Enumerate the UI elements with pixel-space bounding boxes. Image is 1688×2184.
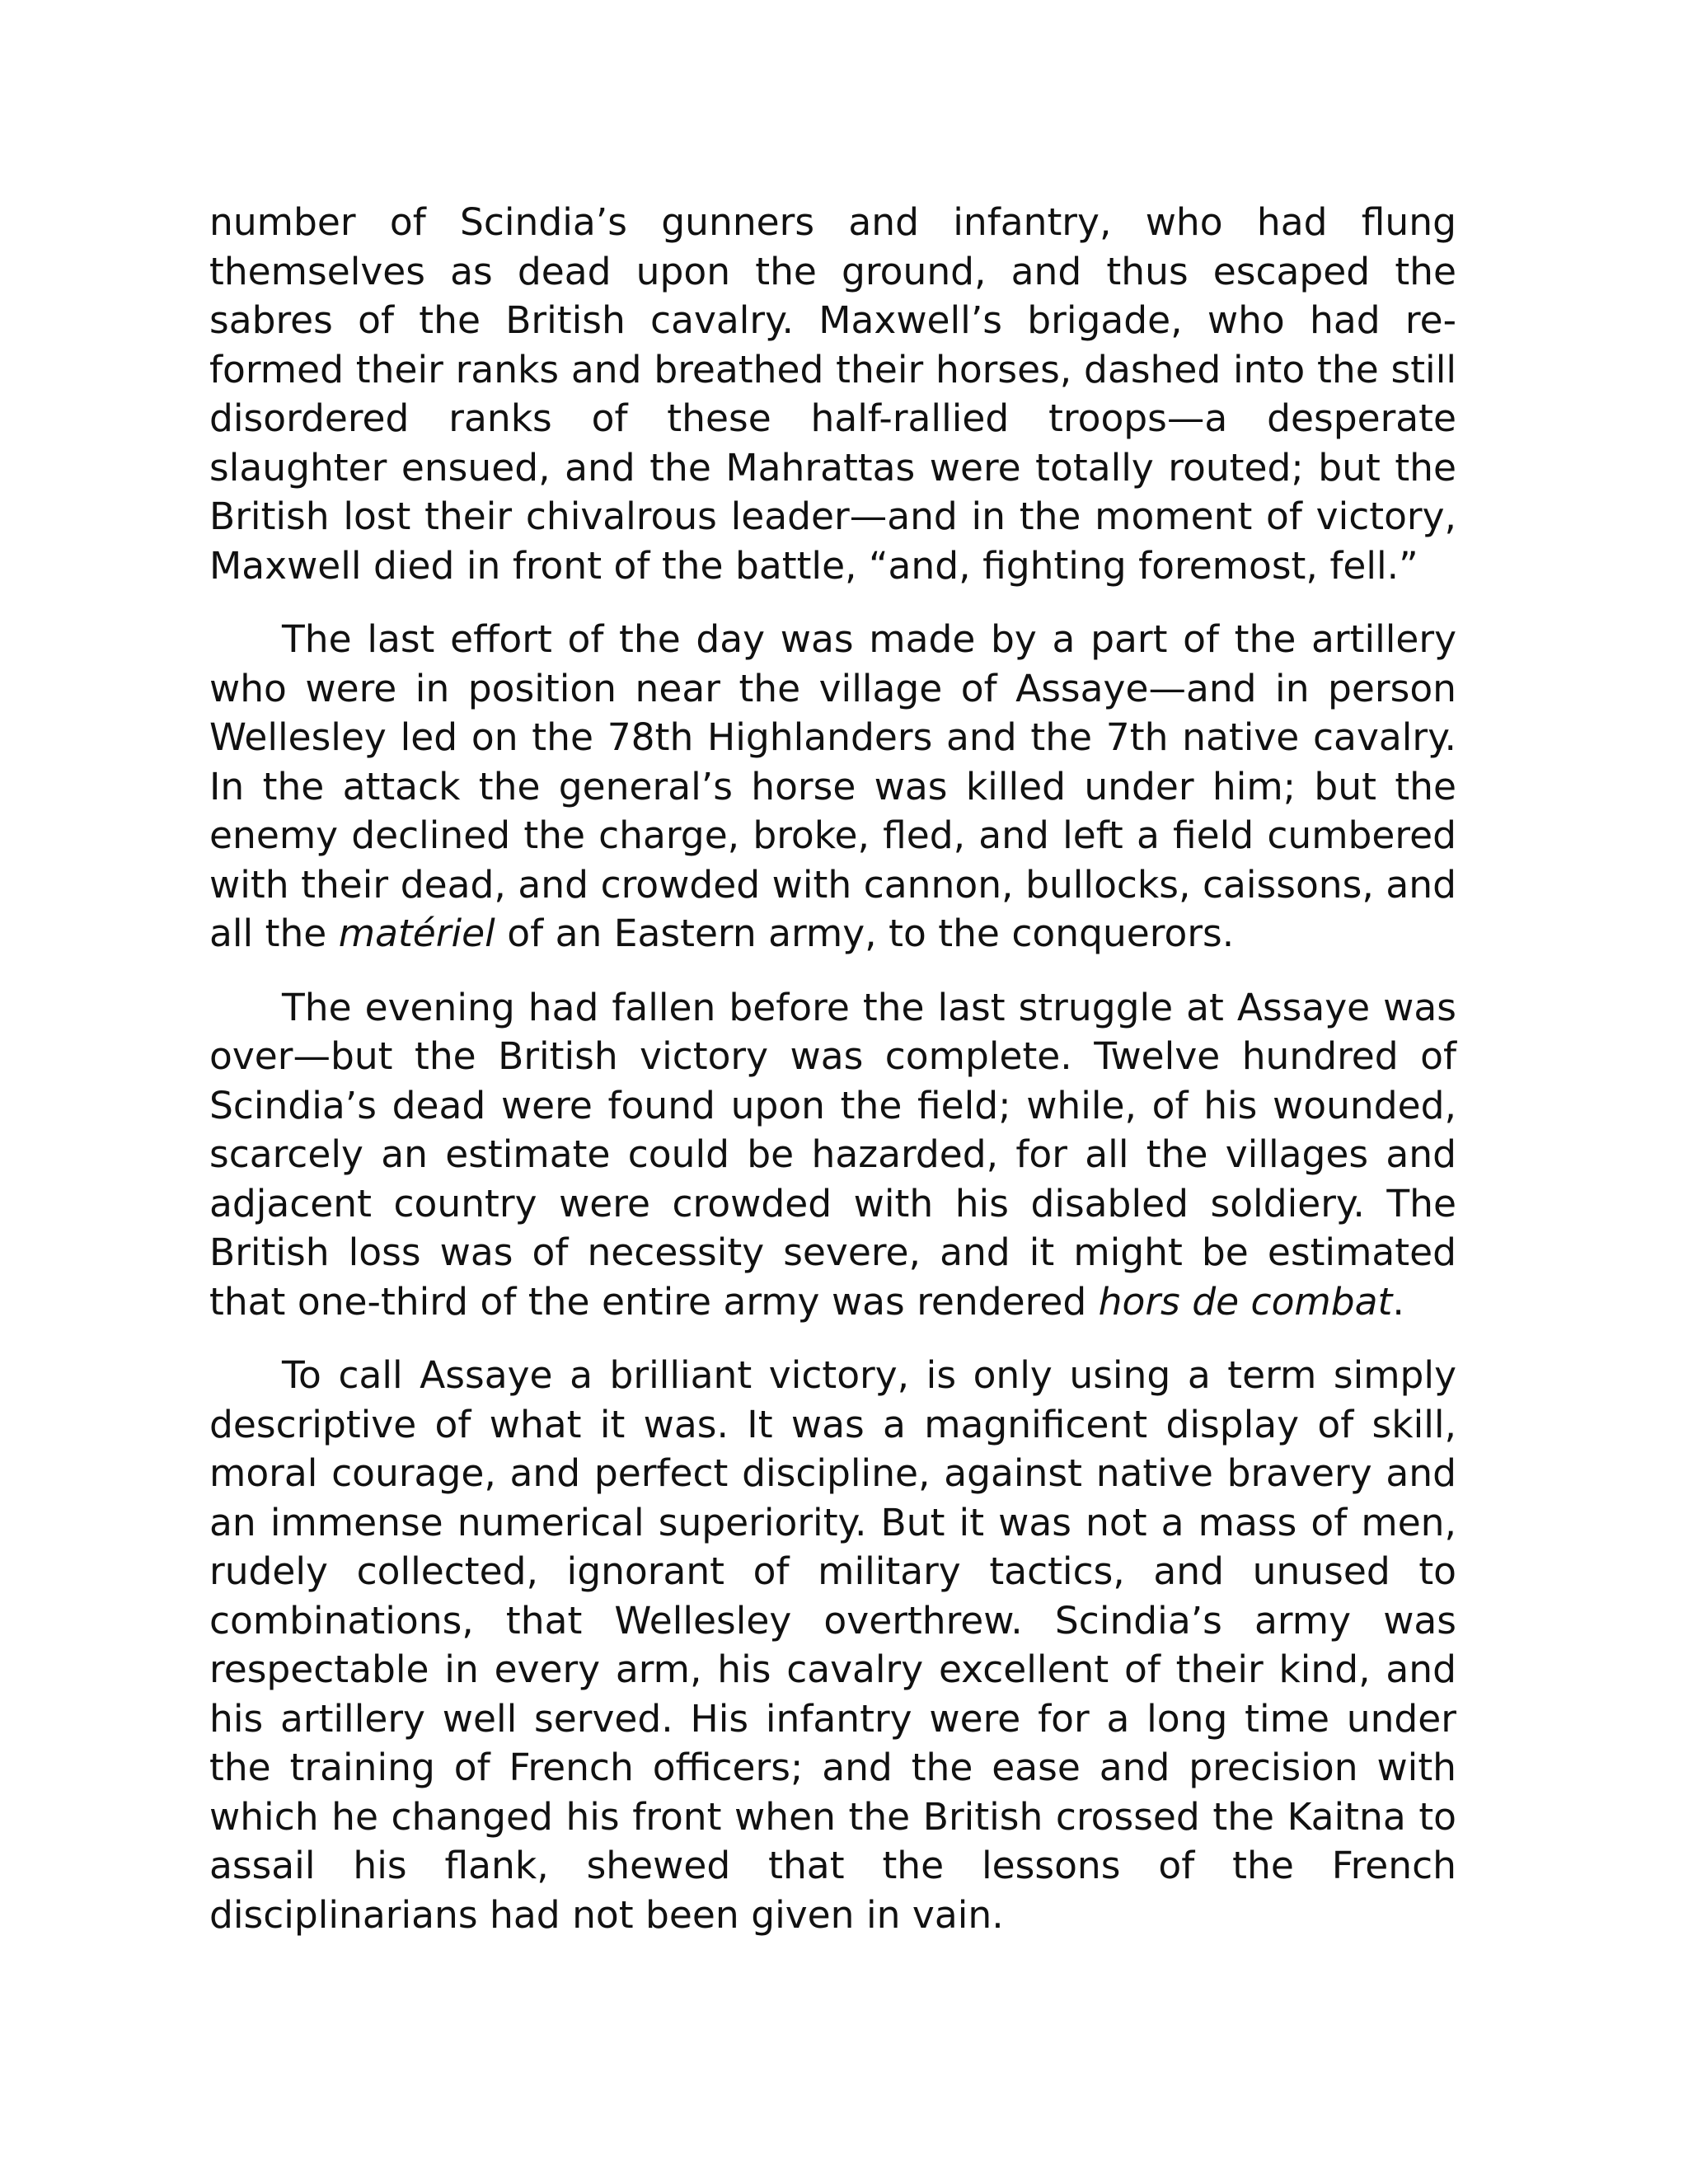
- page-body: [209, 198, 1456, 1964]
- paragraph-3-italic-term: hors de combat: [1098, 1279, 1393, 1324]
- paragraph-1-text: number of Scindia’s gunners and infantry, who had flung themselves as dead upon the ground, and thus escaped the sabres of the British cavalry. Maxwell’s brigade, who had re-formed their ranks and breathed their horses, dashed into the still disordered ranks of these half-rallied troops—a desperate slaughter ensued, and the Mahrattas were totally routed; but the British lost their chivalrous leader—and in the moment of victory, Maxwell died in front of the battle, “and, fighting foremost, fell.”: [209, 200, 1456, 588]
- paragraph-3-text-b: .: [1392, 1279, 1404, 1324]
- paragraph-2-text-a: The last effort of the day was made by a part of the artillery who were in position near the village of Assaye—and in person Wellesley led on the 78th Highlanders and the 7th native cavalry. In the attack the general’s horse was killed under him; but the enemy declined the charge, broke, fled, and left a field cumbered with their dead, and crowded with cannon, bullocks, caissons, and all the: [209, 617, 1456, 955]
- paragraph-4-text: To call Assaye a brilliant victory, is only using a term simply descriptive of what it was. It was a magnificent display of skill, moral courage, and perfect discipline, against native bravery and an immense numerical superiority. But it was not a mass of men, rudely collected, ignorant of military tactics, and unused to combinations, that Wellesley overthrew. Scindia’s army was respectable in every arm, his cavalry excellent of their kind, and his artillery well served. His infantry were for a long time under the training of French officers; and the ease and precision with which he changed his front when the British crossed the Kaitna to assail his flank, shewed that the lessons of the French disciplinarians had not been given in vain.: [209, 1353, 1456, 1937]
- paragraph-4: [209, 1351, 1456, 1939]
- paragraph-2-italic-term: matériel: [338, 912, 495, 955]
- paragraph-3-text-a: The evening had fallen before the last struggle at Assaye was over—but the British victory was complete. Twelve hundred of Scindia’s dead were found upon the field; while, of his wounded, scarcely an estimate could be hazarded, for all the villages and adjacent country were crowded with his disabled soldiery. The British loss was of necessity severe, and it might be estimated that one-third of the entire army was rendered: [209, 985, 1456, 1324]
- paragraph-2-text-b: of an Eastern army, to the conquerors.: [495, 912, 1235, 955]
- paragraph-2: [209, 615, 1456, 958]
- paragraph-1: [209, 198, 1456, 590]
- paragraph-3: [209, 983, 1456, 1327]
